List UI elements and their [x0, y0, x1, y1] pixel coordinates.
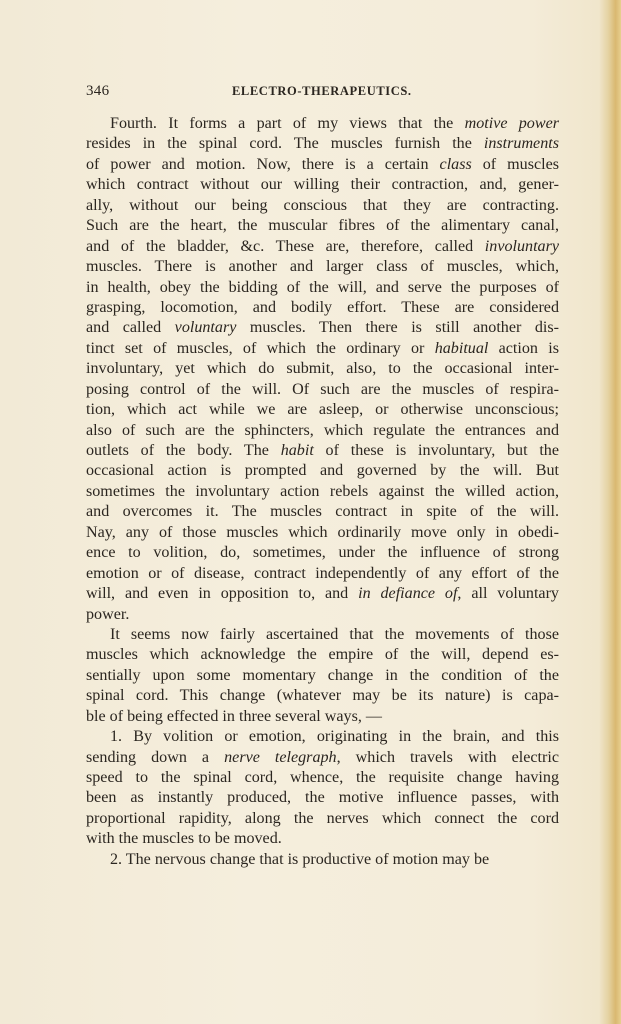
text-run: muscles. There is another and larger class of muscles, which,: [86, 258, 559, 276]
running-head-title: ELECTRO-THERAPEUTICS.: [232, 84, 412, 98]
text-line: [86, 707, 559, 727]
text-line: [86, 196, 559, 216]
text-run: sometimes the involuntary action rebels against the willed action,: [86, 482, 559, 500]
text-run: emotion or of disease, contract independently of any effort of the: [86, 564, 559, 582]
italic-run: habit: [280, 442, 314, 459]
text-run: of these is involuntary, but the: [313, 442, 559, 459]
text-line: [86, 809, 559, 829]
text-line: [86, 298, 559, 318]
page-edge-shadow: [599, 0, 621, 1024]
text-run: Such are the heart, the muscular fibres of the alimentary canal,: [86, 217, 559, 235]
text-line: [86, 134, 559, 154]
text-run: Fourth. It forms a part of my views that the: [110, 115, 465, 132]
text-line: [86, 605, 559, 625]
text-run: ally, without our being conscious that they are contracting.: [86, 196, 559, 214]
text-line: [86, 278, 559, 298]
italic-run: motive power: [464, 115, 559, 132]
text-run: and overcomes it. The muscles contract in spite of the will.: [86, 503, 559, 521]
body-text: [86, 114, 559, 870]
italic-run: instruments: [483, 135, 559, 153]
text-run: with the muscles to be moved.: [86, 830, 282, 848]
text-run: and called: [86, 319, 175, 337]
text-run: occasional action is prompted and governed by the will. But: [86, 462, 559, 480]
text-run: which contract without our willing their contraction, and, gener-: [86, 176, 559, 194]
italic-run: nerve telegraph: [224, 748, 337, 766]
text-line: [86, 359, 559, 379]
text-run: speed to the spinal cord, whence, the requisite change having: [86, 769, 559, 786]
italic-run: in defiance of: [358, 585, 458, 603]
text-run: sentially upon some momentary change in the condition of the: [86, 666, 559, 684]
text-run: 2. The nervous change that is productive of motion may be: [110, 850, 490, 868]
text-run: posing control of the will. Of such are the muscles of respira-: [86, 380, 559, 398]
italic-run: involuntary: [484, 237, 559, 255]
text-line: [86, 216, 559, 236]
text-line: [86, 482, 559, 502]
text-run: ble of being effected in three several ways, —: [86, 707, 382, 725]
text-line: [86, 155, 559, 175]
text-run: resides in the spinal cord. The muscles furnish the: [86, 135, 484, 153]
running-head: [86, 83, 556, 101]
page-number: 346: [86, 83, 110, 99]
text-run: of power and motion. Now, there is a certain: [86, 155, 440, 173]
text-run: spinal cord. This change (whatever may be its nature) is capa-: [86, 687, 559, 705]
text-run: muscles which acknowledge the empire of the will, depend es-: [86, 646, 559, 664]
text-run: been as instantly produced, the motive influence passes, with: [86, 789, 559, 807]
text-run: sending down a: [86, 748, 225, 766]
text-line: [86, 421, 559, 441]
text-run: in health, obey the bidding of the will, and serve the purposes of: [86, 278, 559, 296]
text-line: [86, 748, 559, 768]
text-line: [86, 727, 559, 747]
text-line: [86, 461, 559, 481]
text-run: outlets of the body. The: [86, 442, 281, 459]
text-line: [86, 502, 559, 522]
text-run: 1. By volition or emotion, originating in the brain, and this: [110, 728, 559, 746]
text-line: [86, 543, 559, 563]
text-line: [86, 850, 559, 870]
text-line: [86, 523, 559, 543]
text-line: [86, 400, 559, 420]
text-run: tion, which act while we are asleep, or otherwise unconscious;: [86, 401, 559, 419]
text-line: [86, 666, 559, 686]
text-run: proportional rapidity, along the nerves which connect the cord: [86, 809, 559, 827]
text-run: ence to volition, do, sometimes, under the influence of strong: [86, 544, 559, 562]
text-line: [86, 257, 559, 277]
italic-run: voluntary: [174, 319, 237, 337]
text-line: [86, 768, 559, 788]
text-line: [86, 114, 559, 134]
text-run: , which travels with electric: [336, 748, 559, 766]
text-line: [86, 829, 559, 849]
text-run: also of such are the sphincters, which regulate the entrances and: [86, 421, 559, 439]
text-line: [86, 788, 559, 808]
text-line: [86, 380, 559, 400]
text-run: , all voluntary: [457, 585, 559, 603]
text-run: muscles. Then there is still another dis-: [236, 319, 559, 337]
text-run: and of the bladder, &c. These are, therefore, called: [86, 237, 485, 255]
text-line: [86, 441, 559, 461]
text-run: tinct set of muscles, of which the ordinary or: [86, 339, 435, 357]
text-run: grasping, locomotion, and bodily effort. These are considered: [86, 298, 559, 316]
text-line: [86, 339, 559, 359]
text-line: [86, 645, 559, 665]
text-run: It seems now fairly ascertained that the movements of those: [110, 625, 559, 643]
text-line: [86, 318, 559, 338]
text-run: involuntary, yet which do submit, also, to the occasional inter-: [86, 360, 559, 378]
text-run: Nay, any of those muscles which ordinarily move only in obedi-: [86, 523, 559, 541]
italic-run: class: [439, 155, 472, 173]
text-run: will, and even in opposition to, and: [86, 585, 359, 603]
text-line: [86, 237, 559, 257]
text-run: of muscles: [471, 155, 559, 173]
text-run: power.: [86, 605, 130, 623]
text-line: [86, 686, 559, 706]
text-line: [86, 175, 559, 195]
italic-run: habitual: [434, 339, 489, 357]
text-run: action is: [488, 339, 559, 357]
text-line: [86, 584, 559, 604]
text-line: [86, 625, 559, 645]
text-line: [86, 564, 559, 584]
